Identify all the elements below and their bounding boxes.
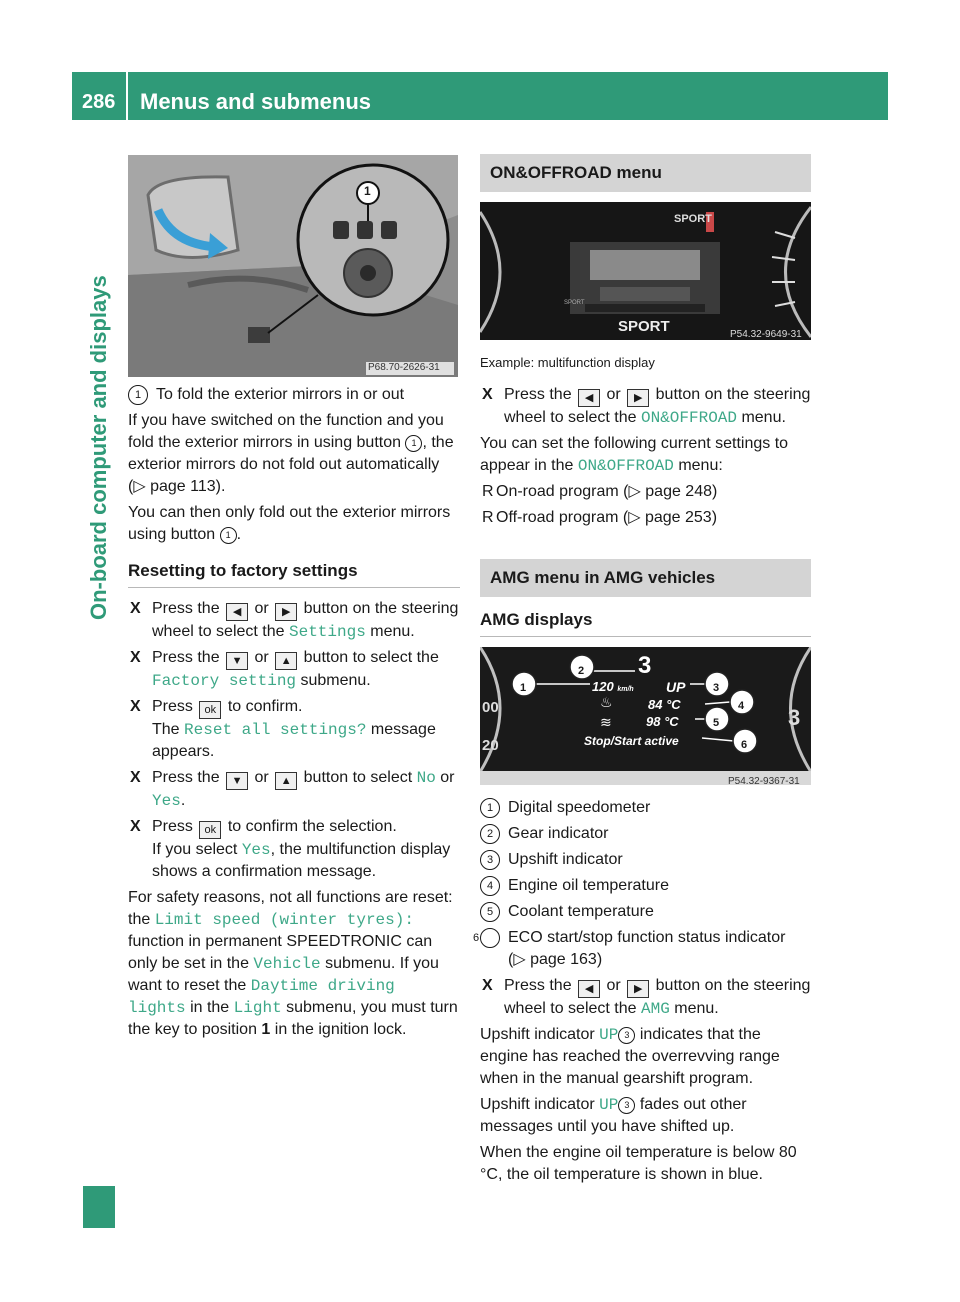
step-arrow-icon: X — [130, 769, 141, 786]
legend-item: 6 ECO start/stop function status indicator (▷ page 163) — [472, 929, 786, 968]
left-arrow-button-icon: ◀ — [226, 603, 248, 621]
amg-display-figure — [480, 647, 811, 785]
bullet-icon: R — [482, 509, 494, 526]
ref-icon: ▷ — [628, 483, 641, 500]
list-item: R On-road program (▷ page 248) — [480, 481, 811, 503]
ref-icon: ▷ — [133, 478, 146, 495]
left-arrow-button-icon: ◀ — [578, 980, 600, 998]
callout-5: 5 — [713, 717, 720, 729]
instruction-step: X Press the ◀ or ▶ button on the steering wheel to select the ON&OFFROAD menu. — [482, 386, 811, 427]
menu-name: Limit speed (winter tyres): — [154, 911, 414, 929]
ref-icon: ▷ — [628, 509, 641, 526]
instruction-step: X Press the ▼ or ▲ button to select the Factory setting submenu. — [130, 649, 439, 690]
upshift-readout: UP — [666, 679, 686, 695]
instruction-step: X Press the ◀ or ▶ button on the steering wheel to select the AMG menu. — [482, 977, 811, 1018]
right-column — [472, 154, 811, 1190]
list-item: R Off-road program (▷ page 253) — [480, 507, 811, 529]
section-heading: AMG displays — [480, 609, 811, 637]
message-name: Reset all settings? — [184, 721, 367, 739]
display-mode-small: SPORT — [564, 300, 585, 306]
ok-button-icon: ok — [199, 821, 221, 839]
page-title: Menus and submenus — [140, 89, 372, 114]
step-arrow-icon: X — [482, 977, 493, 994]
coolant-icon: ≋ — [600, 714, 612, 730]
left-arrow-button-icon: ◀ — [578, 389, 600, 407]
menu-name: Settings — [288, 623, 366, 641]
callout-number: 3 — [618, 1097, 635, 1114]
paragraph: You can set the following current settings to appear in the ON&OFFROAD menu: — [480, 435, 789, 475]
paragraph: When the engine oil temperature is below 80 °C, the oil temperature is shown in blue. — [480, 1144, 797, 1183]
oil-temp-readout: 84 °C — [648, 697, 681, 712]
header-divider — [126, 72, 128, 120]
display-mode-top: SPORT — [674, 213, 712, 225]
section-heading-bar: AMG menu in AMG vehicles — [480, 559, 811, 597]
right-arrow-button-icon: ▶ — [627, 980, 649, 998]
callout-number: 1 — [220, 527, 237, 544]
paragraph: You can then only fold out the exterior mirrors using button 1 . — [128, 504, 451, 543]
side-chapter-tab — [83, 1186, 115, 1228]
instruction-step: X Press ok to confirm the selection. If you select Yes, the multifunction display shows a confirmation message. — [130, 818, 451, 880]
legend-item: 4 Engine oil temperature — [480, 875, 811, 897]
option-yes: Yes — [241, 841, 271, 859]
right-arrow-button-icon: ▶ — [275, 603, 297, 621]
menu-name: Vehicle — [253, 955, 321, 973]
callout-number: 1 — [128, 385, 148, 405]
ok-button-icon: ok — [199, 701, 221, 719]
gauge-left-number: 00 — [482, 699, 499, 716]
gauge-left-number-2: 20 — [482, 737, 499, 754]
legend-item: 2 Gear indicator — [480, 823, 811, 845]
menu-name: ON&OFFROAD — [640, 409, 737, 427]
step-arrow-icon: X — [130, 698, 141, 715]
callout-2: 2 — [578, 665, 585, 677]
callout-3: 3 — [713, 682, 720, 694]
paragraph: Upshift indicator UP 3 fades out other messages until you have shifted up. — [480, 1096, 747, 1135]
down-arrow-button-icon: ▼ — [226, 772, 248, 790]
mirror-fold-figure — [128, 155, 458, 377]
menu-name: Factory setting — [152, 672, 297, 690]
display-mode-bottom: SPORT — [618, 318, 670, 335]
figure-code: P54.32-9649-31 — [730, 329, 802, 340]
gear-indicator: 3 — [638, 652, 652, 679]
left-column — [128, 384, 460, 1045]
option-yes: Yes — [152, 792, 181, 810]
menu-name: ON&OFFROAD — [577, 457, 674, 475]
ref-icon: ▷ — [513, 951, 526, 968]
speed-readout: 120 km/h — [592, 679, 634, 694]
step-arrow-icon: X — [130, 818, 141, 835]
figure-code: P68.70-2626-31 — [368, 362, 440, 373]
page-number: 286 — [82, 91, 116, 113]
paragraph: Upshift indicator UP 3 indicates that the engine has reached the overrevving range when in the manual gearshift program. — [480, 1026, 780, 1087]
up-arrow-button-icon: ▲ — [275, 652, 297, 670]
oil-can-icon: ♨ — [600, 694, 613, 710]
legend-item: 1 Digital speedometer — [480, 797, 811, 819]
step-arrow-icon: X — [482, 386, 493, 403]
step-arrow-icon: X — [130, 649, 141, 666]
callout-1: 1 — [520, 682, 527, 694]
callout-number: 1 — [405, 435, 422, 452]
figure-caption: Example: multifunction display — [480, 355, 655, 370]
figure-code: P54.32-9367-31 — [728, 776, 800, 787]
coolant-temp-readout: 98 °C — [646, 714, 679, 729]
start-stop-status: Stop/Start active — [584, 734, 679, 748]
legend-item: 3 Upshift indicator — [480, 849, 811, 871]
side-chapter-label: On-board computer and displays — [86, 275, 111, 620]
down-arrow-button-icon: ▼ — [226, 652, 248, 670]
section-heading-bar: ON&OFFROAD menu — [480, 154, 811, 192]
figure-callout-1: 1 — [364, 184, 371, 198]
callout-number: 3 — [618, 1027, 635, 1044]
bullet-icon: R — [482, 483, 494, 500]
section-heading: Resetting to factory settings — [128, 560, 460, 588]
callout-4: 4 — [738, 700, 745, 712]
menu-name: Daytime driving lights — [128, 977, 395, 1017]
gauge-right-number: 3 — [788, 705, 801, 730]
paragraph: For safety reasons, not all functions are reset: the Limit speed (winter tyres): function in permanent SPEEDTRONIC can only be set in the Vehicle submenu. If you want to reset the Daytime driving lights in the Light submenu, you must turn the key to position 1 in the ignition lock. — [128, 889, 458, 1038]
menu-name: Light — [233, 999, 282, 1017]
callout-6: 6 — [741, 739, 748, 751]
menu-name: AMG — [640, 1000, 670, 1018]
instruction-step: X Press the ▼ or ▲ button to select No or Yes. — [130, 769, 455, 810]
figure-caption: 1 To fold the exterior mirrors in or out — [128, 384, 460, 406]
legend-item: 5 Coolant temperature — [480, 901, 811, 923]
up-arrow-button-icon: ▲ — [275, 772, 297, 790]
instruction-step: X Press ok to confirm. The Reset all settings? message appears. — [130, 698, 436, 760]
mirror-fold-illustration — [128, 155, 458, 377]
right-arrow-button-icon: ▶ — [627, 389, 649, 407]
step-arrow-icon: X — [130, 600, 141, 617]
instruction-step: X Press the ◀ or ▶ button on the steering wheel to select the Settings menu. — [130, 600, 459, 641]
paragraph: If you have switched on the function and you fold the exterior mirrors in using button 1 , the exterior mirrors do not fold out automatically (▷ page 113). — [128, 412, 454, 495]
legend-list — [472, 797, 811, 971]
option-no: No — [416, 769, 436, 787]
onoffroad-display-figure — [480, 202, 811, 340]
